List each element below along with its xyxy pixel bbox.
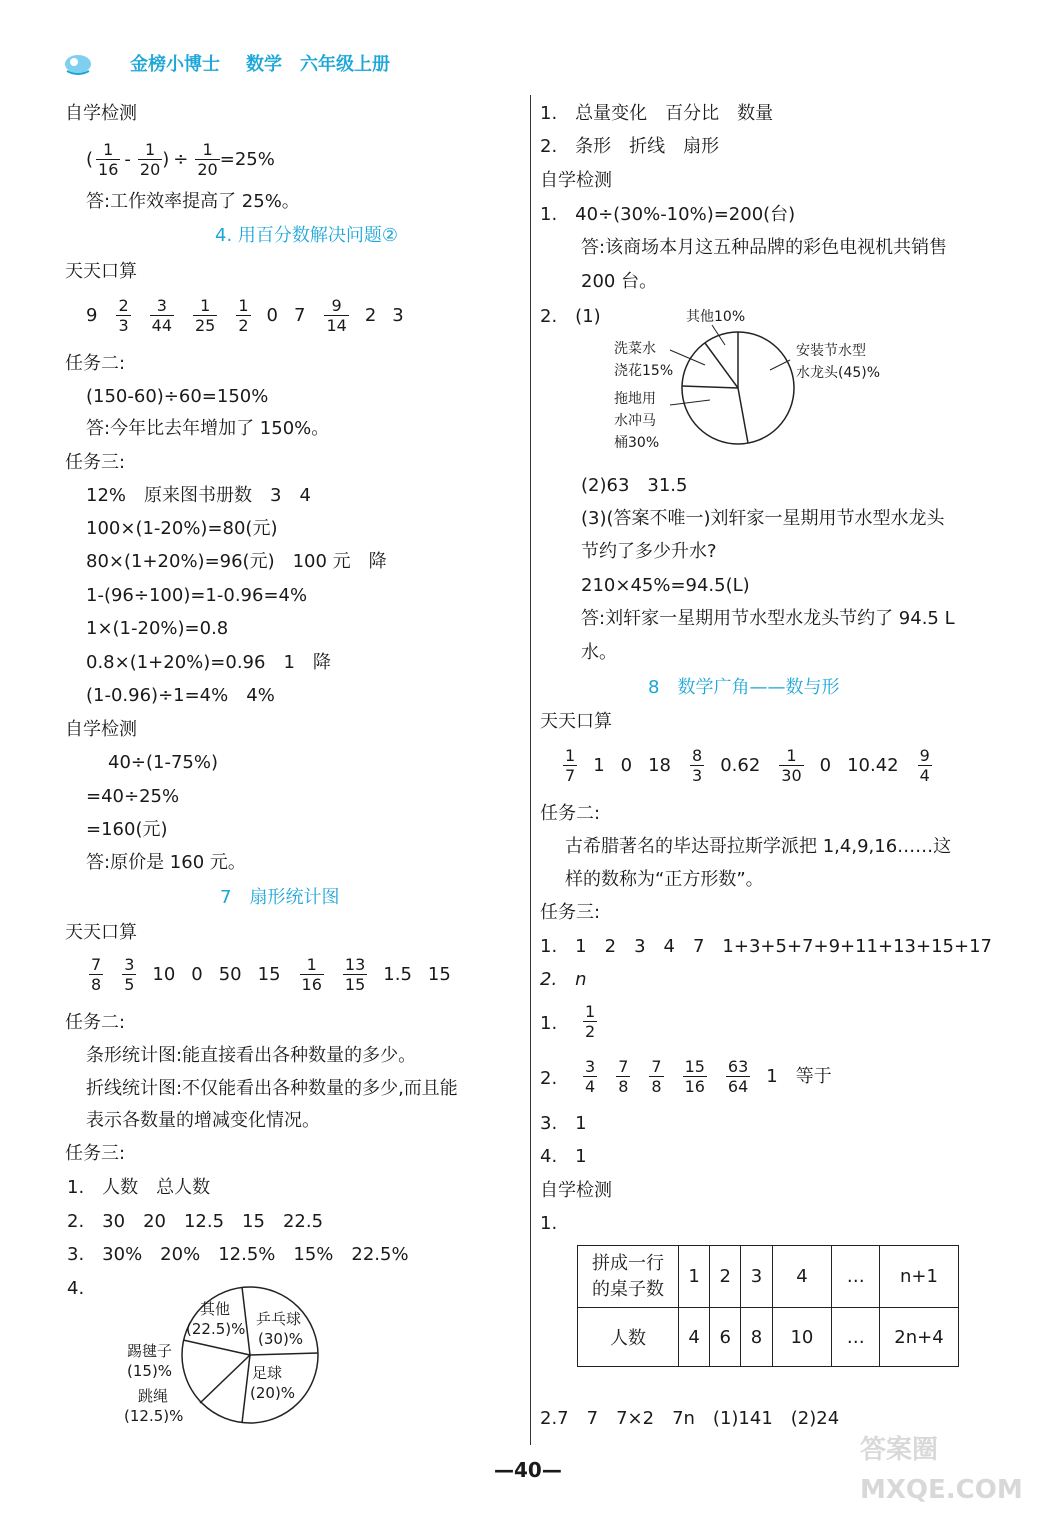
- section-8-title: 8 数学广角——数与形: [648, 677, 840, 698]
- table-header: 人数: [578, 1308, 679, 1367]
- table-cell: 4: [772, 1246, 832, 1308]
- task3-line: 1. 人数 总人数: [67, 1177, 211, 1198]
- pie-value: (22.5)%: [186, 1320, 246, 1338]
- table-cell: …: [832, 1308, 880, 1367]
- pie-value: (30)%: [258, 1330, 304, 1348]
- answer-line: 答:该商场本月这五种品牌的彩色电视机共销售: [581, 237, 948, 258]
- table-cell: 6: [710, 1308, 741, 1367]
- self-check-heading: 自学检测: [540, 1180, 612, 1201]
- pie-divider: [242, 1355, 250, 1423]
- pie-label: 洗菜水: [614, 341, 656, 357]
- self-check-line: =160(元): [86, 819, 168, 840]
- self-check-line: =40÷25%: [86, 786, 180, 807]
- task3-line: 100×(1-20%)=80(元): [86, 518, 278, 539]
- table-cell: 4: [679, 1308, 710, 1367]
- task3-line: 1-(96÷100)=1-0.96=4%: [86, 585, 308, 606]
- answer-line: 2. 条形 折线 扇形: [540, 136, 720, 157]
- answer-line: 水。: [581, 642, 617, 663]
- page-number: —40—: [494, 1458, 562, 1482]
- fraction-row: $\frac{3}{4}$ $\frac{7}{8}$ $\frac{7}{8}$ $\frac{15}{16}$ $\frac{63}{64}$ 1 等于: [585, 1057, 832, 1096]
- task2-line: 样的数称为“正方形数”。: [565, 869, 764, 890]
- pie-label: 浇花15%: [614, 363, 674, 379]
- task3-heading: 任务三:: [65, 1143, 126, 1164]
- task3-line: 2. n: [540, 969, 587, 990]
- header-grade: 六年级上册: [300, 54, 390, 75]
- pie-label: 桶30%: [614, 435, 660, 451]
- section-4-title: 4. 用百分数解决问题②: [215, 225, 399, 246]
- table-cell: …: [832, 1246, 880, 1308]
- mental-math-row: $\frac{7}{8}$ $\frac{3}{5}$ 10 0 50 15 $\frac{1}{16}$ $\frac{13}{15}$ 1.5 15: [91, 955, 451, 994]
- pie-value: (12.5)%: [124, 1407, 184, 1425]
- watermark: 答案圈 MXQE.COM: [860, 1435, 1023, 1505]
- table-cell: 10: [772, 1308, 832, 1367]
- header-subject: 数学: [246, 54, 282, 75]
- task2-line: 古希腊著名的毕达哥拉斯学派把 1,4,9,16……这: [565, 836, 952, 857]
- answer-line: (3)(答案不唯一)刘轩家一星期用节水型水龙头: [581, 508, 945, 529]
- self-check-heading: 自学检测: [540, 170, 612, 191]
- task3-line: (1-0.96)÷1=4% 4%: [86, 685, 275, 706]
- answer-line: 答:工作效率提高了 25%。: [86, 191, 300, 212]
- mental-math-row: 9 $\frac{2}{3}$ $\frac{3}{44}$ $\frac{1}{25}$ $\frac{1}{2}$ 0 7 $\frac{9}{14}$ 2 3: [86, 296, 404, 335]
- answer-line: 1. 总量变化 百分比 数量: [540, 103, 774, 124]
- leader-line: [712, 325, 725, 345]
- task3-line: 4.: [67, 1278, 85, 1299]
- task3-line: 12% 原来图书册数 3 4: [86, 485, 311, 506]
- table-cell: 2n+4: [880, 1308, 959, 1367]
- task2-heading: 任务二:: [540, 803, 601, 824]
- table-cell: 3: [741, 1246, 772, 1308]
- task2-line: 表示各数量的增减变化情况。: [86, 1110, 320, 1131]
- task2-line: 条形统计图:能直接看出各种数量的多少。: [86, 1045, 417, 1066]
- mental-math-heading: 天天口算: [65, 261, 137, 282]
- pie-label: 拖地用: [614, 391, 656, 407]
- pie-label: 其他: [200, 1300, 231, 1318]
- task3-line: 0.8×(1+20%)=0.96 1 降: [86, 652, 331, 673]
- column-divider: [530, 95, 531, 1445]
- task3-label: 2.: [540, 1068, 558, 1089]
- pie-label: 跳绳: [138, 1387, 169, 1405]
- answer-line: 答:刘轩家一星期用节水型水龙头节约了 94.5 L: [581, 608, 955, 629]
- pie-divider: [200, 1355, 250, 1403]
- task3-label: 1.: [540, 1013, 558, 1034]
- answer-line: 1. 40÷(30%-10%)=200(台): [540, 204, 796, 225]
- table-cell: 8: [741, 1308, 772, 1367]
- pie-label: 水龙头(45)%: [796, 365, 881, 381]
- task3-heading: 任务三:: [65, 452, 126, 473]
- task3-line: 80×(1+20%)=96(元) 100 元 降: [86, 551, 387, 572]
- answer-line: 200 台。: [581, 271, 658, 292]
- pie-divider: [250, 1353, 318, 1355]
- answer-line: (2)63 31.5: [581, 475, 688, 496]
- task2-heading: 任务二:: [65, 353, 126, 374]
- leader-line: [670, 400, 710, 405]
- self-check-answer: 答:原价是 160 元。: [86, 852, 246, 873]
- task3-line: 2. 30 20 12.5 15 22.5: [67, 1211, 324, 1232]
- fraction: $\frac{1}{2}$: [585, 1002, 596, 1041]
- task3-heading: 任务三:: [540, 902, 601, 923]
- pie-label: 足球: [252, 1364, 283, 1382]
- mental-math-row: $\frac{1}{7}$ 1 0 18 $\frac{8}{3}$ 0.62 $\frac{1}{30}$ 0 10.42 $\frac{9}{4}$: [565, 746, 930, 785]
- header-brand: 金榜小博士: [130, 54, 220, 75]
- table-cell: 2: [710, 1246, 741, 1308]
- task3-line: 3. 1: [540, 1113, 587, 1134]
- pie-label: 踢毽子: [127, 1342, 173, 1360]
- section-7-title: 7 扇形统计图: [220, 887, 340, 908]
- self-check-line: 1.: [540, 1213, 558, 1234]
- pie-chart-sports: [170, 1285, 330, 1425]
- table-header: 拼成一行 的桌子数: [578, 1246, 679, 1308]
- equation-line: ( $\frac{1}{16}$ - $\frac{1}{20}$ ) ÷ $\frac{1}{20}$ =25%: [86, 140, 275, 179]
- table-cell: n+1: [880, 1246, 959, 1308]
- pie-divider: [183, 1340, 250, 1355]
- pattern-table: [577, 1245, 959, 1367]
- pie-value: (20)%: [250, 1384, 296, 1402]
- answer-line: 节约了多少升水?: [581, 541, 717, 562]
- task3-line: 3. 30% 20% 12.5% 15% 22.5%: [67, 1244, 409, 1265]
- answer-line: 2. (1): [540, 306, 601, 327]
- task3-line: 4. 1: [540, 1146, 587, 1167]
- pie-label: 安装节水型: [796, 343, 866, 359]
- pie-label: 水冲马: [614, 413, 656, 429]
- answer-line: 2.7 7 7×2 7n (1)141 (2)24: [540, 1408, 840, 1429]
- task2-line: 折线统计图:不仅能看出各种数量的多少,而且能: [86, 1078, 458, 1099]
- task2-heading: 任务二:: [65, 1012, 126, 1033]
- leader-line: [770, 360, 790, 370]
- self-check-line: 40÷(1-75%): [108, 752, 218, 773]
- task3-line: 1×(1-20%)=0.8: [86, 618, 229, 639]
- pie-label: 其他10%: [686, 309, 746, 325]
- answer-line: 210×45%=94.5(L): [581, 575, 750, 596]
- logo-icon: [63, 51, 93, 77]
- self-check-heading: 自学检测: [65, 719, 137, 740]
- task2-answer: 答:今年比去年增加了 150%。: [86, 418, 330, 439]
- mental-math-heading: 天天口算: [540, 711, 612, 732]
- task2-line: (150-60)÷60=150%: [86, 386, 269, 407]
- pie-label: 乒乓球: [256, 1310, 302, 1328]
- pie-value: (15)%: [127, 1362, 173, 1380]
- table-cell: 1: [679, 1246, 710, 1308]
- self-check-heading: 自学检测: [65, 103, 137, 124]
- task3-line: 1. 1 2 3 4 7 1+3+5+7+9+11+13+15+17: [540, 936, 992, 957]
- mental-math-heading: 天天口算: [65, 922, 137, 943]
- leader-line: [670, 350, 705, 365]
